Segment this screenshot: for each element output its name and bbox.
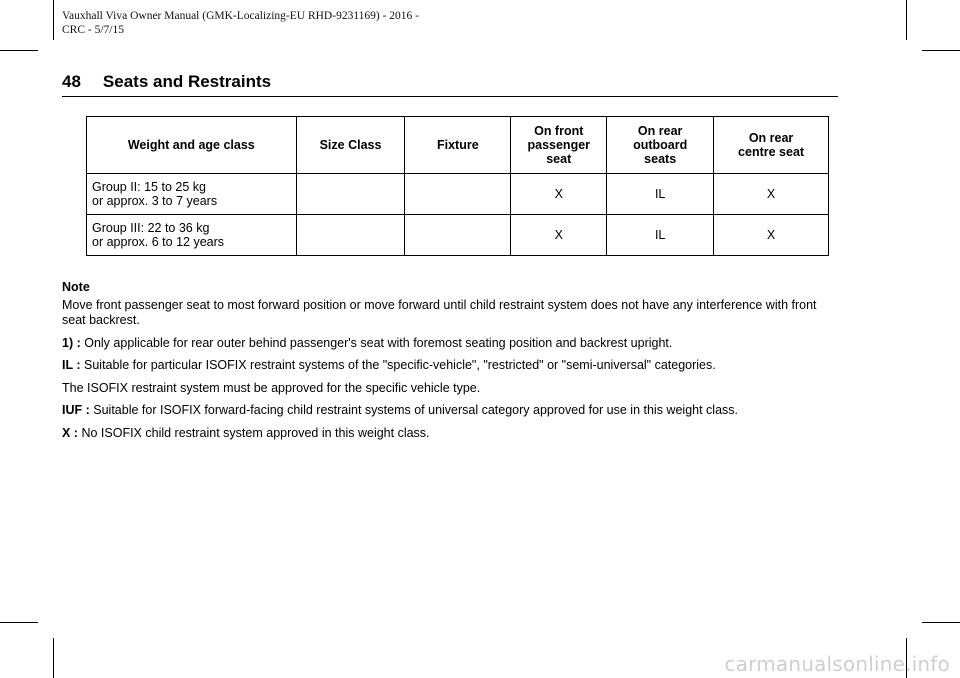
- legend-item-1: [62, 336, 842, 352]
- legend-text: Suitable for ISOFIX forward-facing child restraint systems of universal category approved for use in this weight class.: [93, 403, 738, 417]
- crop-mark: [922, 622, 960, 623]
- crop-mark: [53, 638, 54, 678]
- isofix-table: [86, 116, 829, 256]
- heading-rule: [62, 96, 838, 97]
- cell-rear-outboard: IL: [607, 215, 714, 256]
- cell-rear-centre: X: [714, 215, 829, 256]
- legend-text: Only applicable for rear outer behind passenger's seat with foremost seating position and backrest upright.: [84, 335, 673, 350]
- cell-weight-class: Group III: 22 to 36 kg or approx. 6 to 12 years: [87, 215, 297, 256]
- document-header-line1: Vauxhall Viva Owner Manual (GMK-Localizing-EU RHD-9231169) - 2016 -: [62, 10, 420, 22]
- cell-size-class: [296, 174, 405, 215]
- col-header-size-class: Size Class: [296, 117, 405, 174]
- cell-fixture: [405, 215, 511, 256]
- section-title: Seats and Restraints: [102, 72, 272, 91]
- table-row: [87, 215, 829, 256]
- legend-item-il: [62, 358, 842, 374]
- cell-front-passenger: X: [511, 174, 607, 215]
- crop-mark: [0, 622, 38, 623]
- col-header-rear-centre: On rear centre seat: [714, 117, 829, 174]
- legend-text: Suitable for particular ISOFIX restraint systems of the "specific-vehicle", "restricted" or "semi-universal" categories.: [84, 358, 716, 372]
- note-title: Note: [62, 280, 90, 294]
- cell-rear-outboard: IL: [607, 174, 714, 215]
- page-heading: [62, 72, 271, 92]
- page-number: 48: [62, 72, 81, 91]
- document-header-line2: CRC - 5/7/15: [62, 24, 124, 36]
- legend-text: No ISOFIX child restraint system approved in this weight class.: [81, 425, 430, 440]
- cell-front-passenger: X: [511, 215, 607, 256]
- crop-mark: [53, 0, 54, 40]
- cell-rear-centre: X: [714, 174, 829, 215]
- note-approval: The ISOFIX restraint system must be approved for the specific vehicle type.: [62, 380, 481, 395]
- col-header-weight-class: Weight and age class: [87, 117, 297, 174]
- legend-item-x: [62, 426, 842, 442]
- crop-mark: [906, 0, 907, 40]
- cell-fixture: [405, 174, 511, 215]
- legend-key: X :: [62, 425, 78, 440]
- table-header-row: [87, 117, 829, 174]
- col-header-fixture: Fixture: [405, 117, 511, 174]
- col-header-front-passenger: On front passenger seat: [511, 117, 607, 174]
- legend-key: IUF :: [62, 403, 90, 417]
- legend-item-iuf: [62, 403, 842, 419]
- col-header-rear-outboard: On rear outboard seats: [607, 117, 714, 174]
- table-row: [87, 174, 829, 215]
- notes-section: [62, 280, 842, 448]
- crop-mark: [922, 50, 960, 51]
- note-move-seat: Move front passenger seat to most forward position or move forward until child restraint system does not have any interference with front seat backrest.: [62, 297, 817, 327]
- legend-key: 1) :: [62, 335, 81, 350]
- document-header: [62, 9, 419, 37]
- cell-weight-class: Group II: 15 to 25 kg or approx. 3 to 7 years: [87, 174, 297, 215]
- legend-key: IL :: [62, 358, 81, 372]
- watermark: carmanualsonline.info: [724, 652, 950, 676]
- crop-mark: [0, 50, 38, 51]
- cell-size-class: [296, 215, 405, 256]
